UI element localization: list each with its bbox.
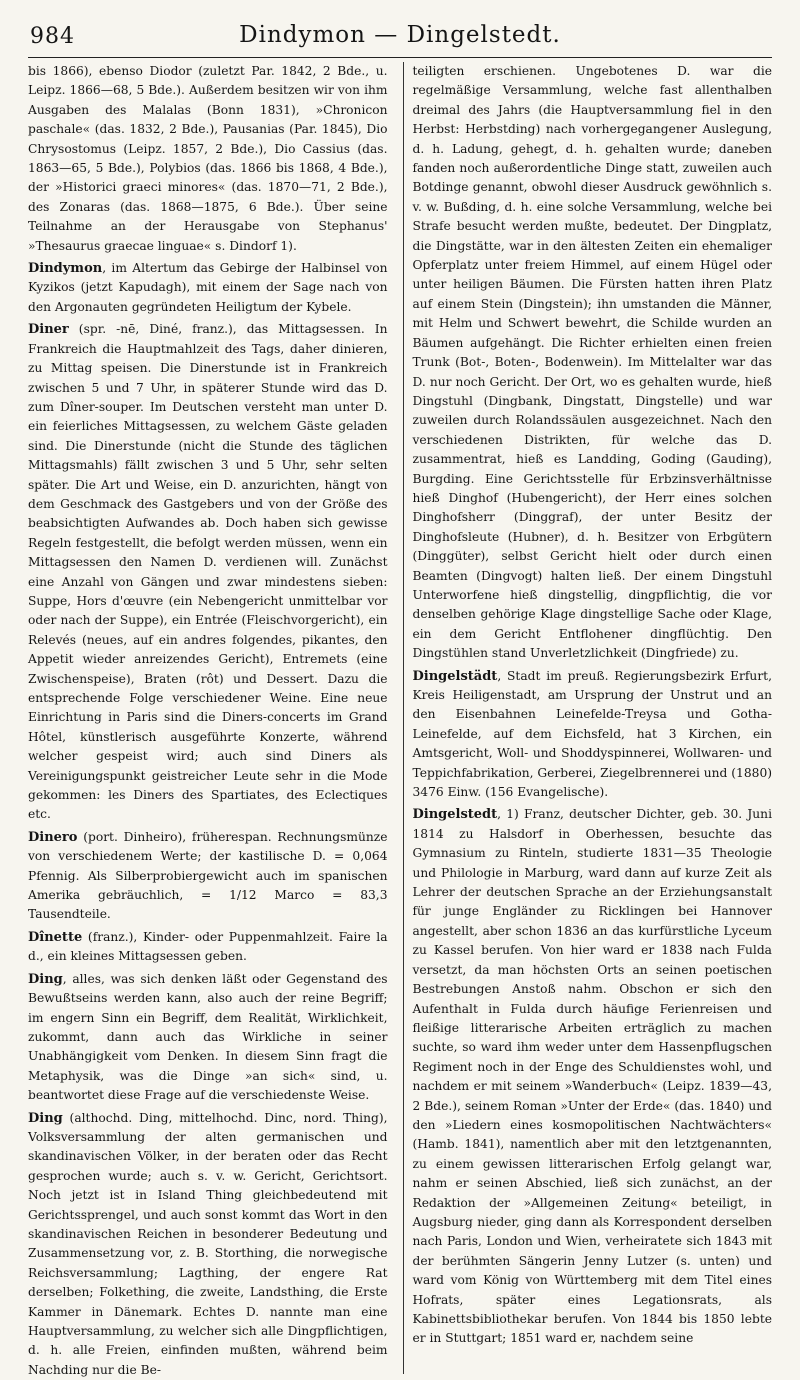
entry-text: , Stadt im preuß. Regierungsbezirk Erfurt, Kreis Heiligenstadt, am Ursprung der Unstrut und an den Eisenbahnen Leinefelde-Treysa und Gotha-Leinefelde, auf dem Eichsfeld, hat 3 Kirchen, ein Amtsgericht, Woll- und Shoddyspinnerei, Wollwaren- und Teppichfabrikation, Gerberei, Ziegelbrennerei und (1880) 3476 Einw. (156 Evangelische). — [412, 668, 773, 800]
header-rule — [28, 57, 772, 58]
entry-text: , im Altertum das Gebirge der Halbinsel von Kyzikos (jetzt Kapudagh), mit einem der Sage nach von den Argonauten gegründeten Heiligtum der Kybele. — [28, 261, 388, 314]
entry-dingelstedt — [413, 805, 773, 1348]
left-column — [28, 62, 395, 1377]
entry-text: , 1) Franz, deutscher Dichter, geb. 30. Juni 1814 zu Halsdorf in Oberhessen, besuchte das Gymnasium zu Rinteln, studierte 1831—35 Theologie und Philologie in Marburg, ward dann auf kurze Zeit als Lehrer der deutschen Sprache an der Erziehungsanstalt für junge Engländer zu Ricklingen bei Hannover angestellt, aber schon 1836 an das kurfürstliche Lyceum zu Kassel berufen. Von hier ward er 1838 nach Fulda versetzt, da man höchsten Orts an seinen poetischen Bestrebungen Anstoß nahm. Obschon er sich den Aufenthalt in Fulda durch häufige Ferienreisen und fleißige litterarische Arbeiten erträglich zu machen suchte, so ward ihm weder unter dem Hassenpflugschen Regiment noch in der Enge des Schuldienstes wohl, und nachdem er mit seinem »Wanderbuch« (Leipz. 1839—43, 2 Bde.), seinem Roman »Unter der Erde« (das. 1840) und den »Liedern eines kosmopolitischen Nachtwächters« (Hamb. 1841), namentlich aber mit den letztgenannten, zu einem gewissen litterarischen Erfolg gelangt war, nahm er seinen Abschied, ließ sich zunächst, an der Redaktion der »Allgemeinen Zeitung« beteiligt, in Augsburg nieder, ging dann als Korrespondent derselben nach Paris, London und Wien, verheiratete sich 1843 mit der berühmten Sängerin Jenny Lutzer (s. unten) und ward vom König von Württemberg mit dem Titel eines Hofrats, später eines Legationsrats, als Kabinettsbibliothekar berufen. Von 1844 bis 1850 lebte er in Stuttgart; 1851 ward er, nachdem seine — [412, 807, 772, 1346]
entry-continuation — [28, 62, 388, 256]
entry-lemma: Dindymon — [28, 261, 103, 277]
entry-text: (spr. -nē, Diné, franz.), das Mittagsessen. In Frankreich die Hauptmahlzeit des Tags, daher dinieren, zu Mittag speisen. Die Dinerstunde ist in Frankreich zwischen 5 und 7 Uhr, in späterer Stunde wird das D. zum Dîner-souper. Im Deutschen versteht man unter D. ein feierliches Mittagsessen, zu welchem Gäste geladen sind. Die Dinerstunde (nicht die Stunde des täglichen Mittagsmahls) fällt zwischen 3 und 5 Uhr, sehr selten später. Die Art und Weise, ein D. anzurichten, hängt von dem Geschmack des Gastgebers und von der Größe des beabsichtigten Aufwandes ab. Doch haben sich gewisse Regeln festgestellt, die befolgt werden müssen, wenn ein Mittagsessen den Namen D. verdienen will. Zunächst eine Anzahl von Gängen und zwar mindestens sieben: Suppe, Hors d'œuvre (ein Nebengericht unmittelbar vor oder nach der Suppe), ein Entrée (Fleischvorgericht), ein Relevés (neues, auf ein andres folgendes, pikantes, den Appetit wieder anreizendes Gericht), Entremets (eine Zwischenspeise), Braten (rôt) und Dessert. Dazu die entsprechende Folge verschiedener Weine. Eine neue Einrichtung in Paris sind die Diners-concerts im Grand Hôtel, künstlerisch ausgeführte Konzerte, während welcher gespeist wird; auch sind Diners als Vereinigungspunkt geistreicher Leute sehr in die Mode gekommen: les Diners des Spartiates, des Eclectiques etc. — [28, 322, 388, 822]
page-number: 984 — [30, 24, 75, 49]
page-header — [28, 16, 772, 50]
entry-text: (franz.), Kinder- oder Puppenmahlzeit. Faire la d., ein kleines Mittagsessen geben. — [28, 929, 388, 964]
entry-text: (althochd. Ding, mittelhochd. Dinc, nord. Thing), Volksversammlung der alten germanischen und skandinavischen Völker, in der beraten oder das Recht gesprochen wurde; auch s. v. w. Gericht, Gerichtsort. Noch jetzt ist in Island Thing gleichbedeutend mit Gerichtssprengel, und auch sonst kommt das Wort in den skandinavischen Reichen in besonderer Bedeutung und Zusammensetzung vor, z. B. Storthing, die norwegische Reichsversammlung; Lagthing, der engere Rat derselben; Folkething, die zweite, Landsthing, die Erste Kammer in Dänemark. Echtes D. nannte man eine Hauptversammlung, zu welcher sich alle Dingpflichtigen, d. h. alle Freien, einfinden mußten, während beim Nachding nur die Be- — [28, 1110, 388, 1377]
entry-text: (port. Dinheiro), früherespan. Rechnungsmünze von verschiedenem Werte; der kastilische D. = 0,064 Pfennig. Als Silberprobiergewicht auch im spanischen Amerika gebräuchlich, = 1/12 Marco = 83,3 Tausendteile. — [28, 829, 388, 922]
right-column — [412, 62, 773, 1374]
entry-lemma: Dingelstädt — [412, 668, 498, 684]
entry-lemma: Ding — [28, 1110, 63, 1126]
entry-lemma: Diner — [28, 322, 69, 338]
entry-diner — [28, 320, 388, 825]
entry-text: , alles, was sich denken läßt oder Gegenstand des Bewußtseins werden kann, also auch der reine Begriff; im engern Sinn ein Begriff, dem Realität, Wirklichkeit, zukommt, dann auch das Wirkliche in seiner Unabhängigkeit vom Denken. In diesem Sinn fragt die Metaphysik, was die Dinge »an sich« sind, u. beantwortet diese Frage auf die verschiedenste Weise. — [28, 971, 388, 1103]
entry-dingelstaedt — [413, 667, 773, 803]
column-divider — [403, 62, 404, 1374]
text-columns — [28, 62, 773, 1377]
entry-text: teiligten erschienen. Ungebotenes D. war die regelmäßige Versammlung, welche fast allenthalben dreimal des Jahrs (die Hauptversammlung fiel in den Herbst: Herbstding) nach vorhergegangener Auslegung, d. h. Ladung, gehegt, d. h. gehalten wurde; daneben fanden noch außerordentliche Dinge statt, zuweilen auch Botdinge genannt, obwohl dieser Ausdruck gewöhnlich s. v. w. Bußding, d. h. eine solche Versammlung, welche bei Strafe besucht werden mußte, bedeutet. Der Dingplatz, die Dingstätte, war in den ältesten Zeiten ein ehemaliger Opferplatz unter freiem Himmel, auf einem Hügel oder unter heiligen Bäumen. Die Fürsten hatten ihren Platz auf einem Stein (Dingstein); ihn umstanden die Männer, mit Helm und Schwert bewehrt, die Schilde wurden an Bäumen aufgehängt. Die Richter erhielten einen freien Trunk (Bot-, Boten-, Bodenwein). Im Mittelalter war das D. nur noch Gericht. Der Ort, wo es gehalten wurde, hieß Dingstuhl (Dingbank, Dingstatt, Dingstelle) und war zuweilen durch Rolandssäulen ausgezeichnet. Nach den verschiedenen Distrikten, für welche das D. zusammentrat, hieß es Landding, Goding (Gauding), Burgding. Eine Gerichtsstelle für Erbzinsverhältnisse hieß Dinghof (Hubengericht), der Herr eines solchen Dinghofsherr (Dinggraf), der unter Besitz der Dinghofsleute (Hubner), d. h. Besitzer von Erbgütern (Dinggüter), selbst Gericht hielt oder durch einen Beamten (Dingvogt) halten ließ. Der einem Dingstuhl Unterworfene hieß dingstellig, dingpflichtig, die vor denselben gehörige Klage dingstellige Sache oder Klage, ein dem Gericht Entflohener dingflüchtig. Den Dingstühlen stand Unverletzlichkeit (Dingfriede) zu. — [412, 64, 772, 661]
entry-lemma: Dînette — [28, 929, 83, 945]
entry-continuation — [413, 62, 773, 664]
entry-dinero — [28, 828, 388, 925]
entry-dinette — [28, 928, 388, 967]
entry-lemma: Dinero — [28, 829, 78, 845]
entry-ding-assembly — [28, 1109, 388, 1380]
entry-lemma: Dingelstedt — [412, 807, 498, 823]
running-title: Dindymon — Dingelstedt. — [239, 22, 561, 48]
entry-ding-philosophy — [28, 970, 388, 1106]
entry-dindymon — [28, 259, 388, 317]
entry-lemma: Ding — [28, 971, 63, 987]
entry-text: bis 1866), ebenso Diodor (zuletzt Par. 1842, 2 Bde., u. Leipz. 1866—68, 5 Bde.). Außerdem besitzen wir von ihm Ausgaben des Malalas (Bonn 1831), »Chronicon paschale« (das. 1832, 2 Bde.), Pausanias (Par. 1845), Dio Chrysostomus (Leipz. 1857, 2 Bde.), Dio Cassius (das. 1863—65, 5 Bde.), Polybios (das. 1866 bis 1868, 4 Bde.), der »Historici graeci minores« (das. 1870—71, 2 Bde.), des Zonaras (das. 1868—1875, 6 Bde.). Über seine Teilnahme an der Herausgabe von Stephanus' »Thesaurus graecae linguae« s. Dindorf 1). — [28, 64, 388, 253]
